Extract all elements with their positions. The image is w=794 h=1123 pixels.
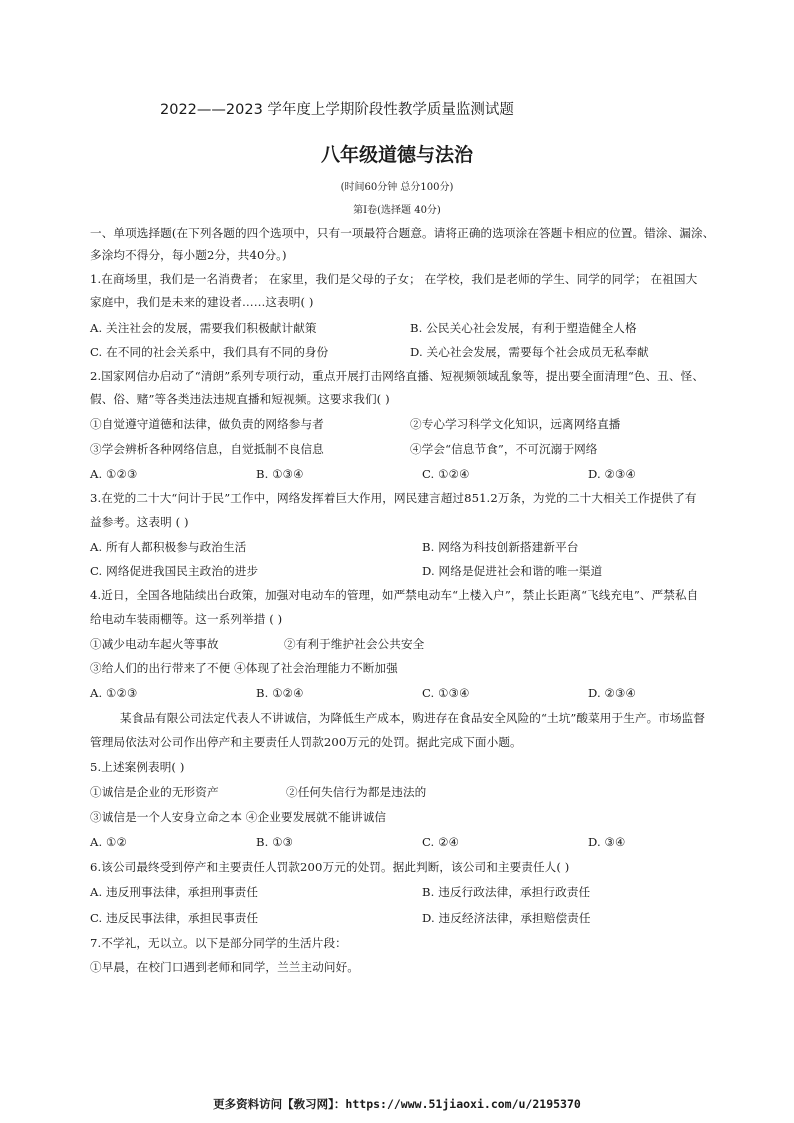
q4-option-a: A. ①②③	[90, 686, 138, 700]
material-line1: 某食品有限公司法定代表人不讲诚信，为降低生产成本，购进存在食品安全风险的“土坑”酸菜用于生产。市场监督	[120, 711, 706, 725]
q5-statement-3-4: ③诚信是一个人安身立命之本 ④企业要发展就不能讲诚信	[90, 810, 387, 824]
q5-option-c: C. ②④	[422, 835, 460, 849]
q6-option-d: D. 违反经济法律，承担赔偿责任	[422, 911, 591, 925]
material-line2: 管理局依法对公司作出停产和主要责任人罚款200万元的处罚。据此完成下面小题。	[90, 735, 522, 749]
q2-stem-line1: 2.国家网信办启动了“清朗”系列专项行动，重点开展打击网络直播、短视频领域乱象等，提出要全面清理“色、丑、怪、	[90, 369, 705, 383]
q2-option-b: B. ①③④	[256, 467, 304, 481]
q4-option-d: D. ②③④	[588, 686, 637, 700]
q4-stem-line2: 给电动车装雨棚等。这一系列举措 ( )	[90, 612, 283, 626]
footer-resource-link[interactable]: 更多资料访问【敎习网】：https://www.51jiaoxi.com/u/2195370	[213, 1097, 581, 1111]
q7-stem: 7.不学礼，无以立。以下是部分同学的生活片段：	[90, 936, 347, 950]
q1-stem-line1: 1.在商场里，我们是一名消费者； 在家里，我们是父母的子女； 在学校，我们是老师的学生、同学的同学； 在祖国大	[90, 272, 698, 286]
q5-option-b: B. ①③	[256, 835, 294, 849]
q1-stem-line2: 家庭中，我们是未来的建设者……这表明( )	[90, 295, 314, 309]
volume-heading: 第I卷(选择题 40分)	[353, 205, 441, 216]
q3-option-c: C. 网络促进我国民主政治的进步	[90, 564, 259, 578]
q5-option-d: D. ③④	[588, 835, 626, 849]
q2-option-c: C. ①②④	[422, 467, 470, 481]
q3-option-b: B. 网络为科技创新搭建新平台	[422, 540, 579, 554]
q4-statement-1: ①减少电动车起火等事故	[90, 637, 219, 651]
q1-option-c: C. 在不同的社会关系中，我们具有不同的身份	[90, 345, 329, 359]
q5-statement-2: ②任何失信行为都是违法的	[286, 785, 427, 799]
q2-statement-4: ④学会“信息节食”，不可沉溺于网络	[410, 442, 598, 456]
q2-statement-3: ③学会辨析各种网络信息，自觉抵制不良信息	[90, 442, 324, 456]
q4-stem-line1: 4.近日，全国各地陆续出台政策，加强对电动车的管理，如严禁电动车“上楼入户”，禁止长距离“飞线充电”、严禁私自	[90, 588, 699, 602]
q2-option-d: D. ②③④	[588, 467, 637, 481]
q6-option-b: B. 违反行政法律，承担行政责任	[422, 885, 591, 899]
q1-option-d: D. 关心社会发展，需要每个社会成员无私奉献	[410, 345, 649, 359]
section-intro-line1: 一、单项选择题(在下列各题的四个选项中，只有一项最符合题意。请将正确的选项涂在答题卡相应的位置。错涂、漏涂、	[90, 226, 715, 240]
q3-option-a: A. 所有人都积极参与政治生活	[90, 540, 247, 554]
q4-option-c: C. ①③④	[422, 686, 470, 700]
q1-option-b: B. 公民关心社会发展，有利于塑造健全人格	[410, 321, 637, 335]
q2-stem-line2: 假、俗、赌”等各类违法违规直播和短视频。这要求我们( )	[90, 392, 390, 406]
q3-stem-line2: 益参考。这表明 ( )	[90, 515, 189, 529]
q6-stem: 6.该公司最终受到停产和主要责任人罚款200万元的处罚。据此判断，该公司和主要责任人( )	[90, 860, 570, 874]
q3-stem-line1: 3.在党的二十大“问计于民”工作中，网络发挥着巨大作用，网民建言超过851.2万条，为党的二十大相关工作提供了有	[90, 491, 697, 505]
section-intro-line2: 多涂均不得分，每小题2分，共40分。)	[90, 248, 287, 262]
q3-option-d: D. 网络是促进社会和谐的唯一渠道	[422, 564, 603, 578]
q1-option-a: A. 关注社会的发展，需要我们积极献计献策	[90, 321, 317, 335]
q5-stem: 5.上述案例表明( )	[90, 760, 185, 774]
subject-title: 八年级道德与法治	[320, 144, 473, 166]
q2-statement-2: ②专心学习科学文化知识，远离网络直播	[410, 417, 621, 431]
q4-option-b: B. ①②④	[256, 686, 304, 700]
q6-option-c: C. 违反民事法律，承担民事责任	[90, 911, 259, 925]
exam-title: 2022——2023 学年度上学期阶段性教学质量监测试题	[160, 102, 514, 118]
q6-option-a: A. 违反刑事法律，承担刑事责任	[90, 885, 259, 899]
q2-statement-1: ①自觉遵守道德和法律，做负责的网络参与者	[90, 417, 324, 431]
q4-statement-2: ②有利于维护社会公共安全	[284, 637, 425, 651]
time-score-note: (时间60分钟 总分100分)	[340, 182, 454, 193]
q2-option-a: A. ①②③	[90, 467, 138, 481]
q5-option-a: A. ①②	[90, 835, 128, 849]
q5-statement-1: ①诚信是企业的无形资产	[90, 785, 219, 799]
q7-statement-1: ①早晨，在校门口遇到老师和同学，兰兰主动问好。	[90, 960, 359, 974]
q4-statement-3-4: ③给人们的出行带来了不便 ④体现了社会治理能力不断加强	[90, 661, 398, 675]
